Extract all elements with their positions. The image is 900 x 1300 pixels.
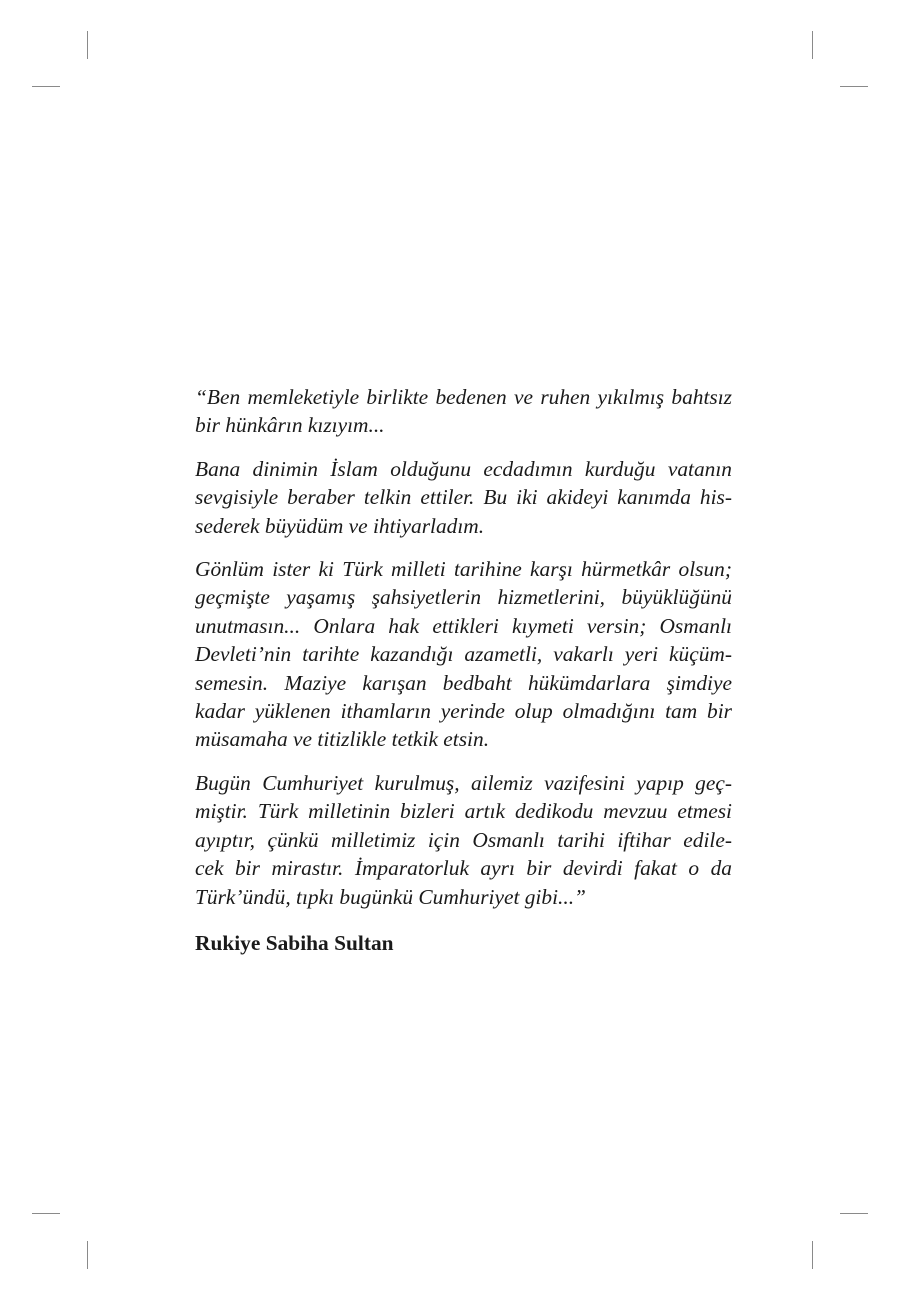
crop-mark-top-right-horizontal — [840, 86, 868, 87]
quote-block — [195, 383, 732, 957]
quote-paragraph — [195, 769, 732, 911]
text-line: Bana dinimin İslam olduğunu ecdadımın kurduğu vatanın — [195, 456, 732, 481]
text-line: “Ben memleketiyle birlikte bedenen ve ruhen yıkılmış bahtsız — [195, 385, 732, 409]
crop-mark-top-left-vertical — [87, 31, 88, 59]
text-line: müsamaha ve titizlikle tetkik etsin. — [195, 727, 490, 752]
text-line: ayıptır, çünkü milletimiz için Osmanlı tarihi iftihar edile- — [195, 827, 732, 852]
crop-mark-bottom-right-horizontal — [840, 1213, 868, 1214]
crop-mark-bottom-left-horizontal — [32, 1213, 60, 1214]
quote-author: Rukiye Sabiha Sultan — [195, 930, 394, 955]
text-line: Devleti’nin tarihte kazandığı azametli, vakarlı yeri küçüm- — [195, 642, 732, 667]
quote-paragraph — [195, 383, 732, 440]
text-line: miştir. Türk milletinin bizleri artık dedikodu mevzuu etmesi — [195, 799, 732, 824]
text-line: cek bir mirastır. İmparatorluk ayrı bir devirdi fakat o da — [195, 856, 732, 881]
quote-paragraph — [195, 555, 732, 754]
crop-mark-bottom-left-vertical — [87, 1241, 88, 1269]
text-line: Türk’ündü, tıpkı bugünkü Cumhuriyet gibi...” — [195, 884, 586, 909]
text-line: sevgisiyle beraber telkin ettiler. Bu iki akideyi kanımda his- — [195, 485, 732, 510]
text-line: kadar yüklenen ithamların yerinde olup olmadığını tam bir — [195, 699, 732, 724]
text-line: unutmasın... Onlara hak ettikleri kıymeti versin; Osmanlı — [195, 613, 732, 638]
text-line: sederek büyüdüm ve ihtiyarladım. — [195, 513, 485, 538]
crop-mark-bottom-right-vertical — [812, 1241, 813, 1269]
text-line: geçmişte yaşamış şahsiyetlerin hizmetlerini, büyüklüğünü — [195, 585, 732, 610]
text-line: semesin. Maziye karışan bedbaht hükümdarlara şimdiye — [195, 670, 732, 695]
text-line: Gönlüm ister ki Türk milleti tarihine karşı hürmetkâr olsun; — [195, 557, 732, 582]
text-line: Bugün Cumhuriyet kurulmuş, ailemiz vazifesini yapıp geç- — [195, 770, 732, 795]
crop-mark-top-left-horizontal — [32, 86, 60, 87]
quote-paragraph — [195, 455, 732, 540]
crop-mark-top-right-vertical — [812, 31, 813, 59]
text-line: bir hünkârın kızıyım... — [195, 413, 385, 438]
